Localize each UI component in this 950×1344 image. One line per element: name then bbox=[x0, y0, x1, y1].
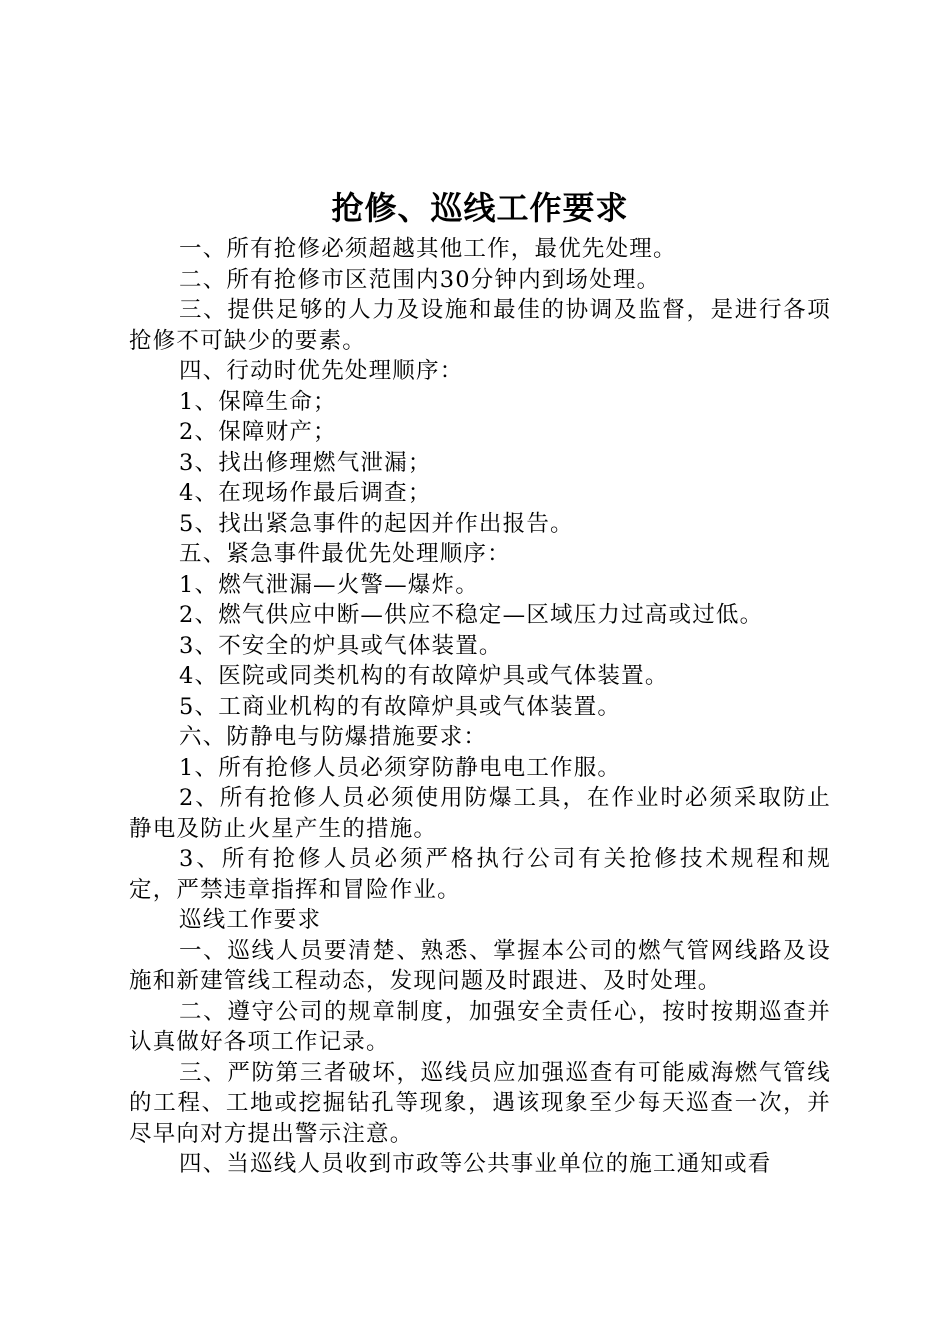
document-page bbox=[129, 186, 831, 1180]
document-title: 抢修、巡线工作要求 bbox=[331, 189, 629, 227]
paragraph: 三、提供足够的人力及设施和最佳的协调及监督，是进行各项抢修不可缺少的要素。 bbox=[129, 297, 831, 354]
paragraph: 2、所有抢修人员必须使用防爆工具，在作业时必须采取防止静电及防止火星产生的措施。 bbox=[129, 785, 831, 842]
paragraph: 1、所有抢修人员必须穿防静电电工作服。 bbox=[179, 754, 622, 781]
paragraph: 3、找出修理燃气泄漏； bbox=[179, 449, 432, 476]
section-heading: 巡线工作要求 bbox=[179, 907, 322, 933]
paragraph: 一、所有抢修必须超越其他工作，最优先处理。 bbox=[179, 236, 677, 262]
paragraph: 5、找出紧急事件的起因并作出报告。 bbox=[179, 510, 574, 537]
paragraph: 三、严防第三者破坏，巡线员应加强巡查有可能威海燃气管线的工程、工地或挖掘钻孔等现象，遇该现象至少每天巡查一次，并尽早向对方提出警示注意。 bbox=[129, 1059, 831, 1147]
paragraph: 3、所有抢修人员必须严格执行公司有关抢修技术规程和规定，严禁违章指挥和冒险作业。 bbox=[129, 846, 831, 903]
paragraph: 2、保障财产； bbox=[179, 419, 337, 445]
paragraph: 四、行动时优先处理顺序： bbox=[179, 358, 464, 384]
paragraph: 二、遵守公司的规章制度，加强安全责任心，按时按期巡查并认真做好各项工作记录。 bbox=[129, 998, 831, 1055]
paragraph: 一、巡线人员要清楚、熟悉、掌握本公司的燃气管网线路及设施和新建管线工程动态，发现问题及时跟进、及时处理。 bbox=[129, 937, 831, 994]
paragraph: 2、燃气供应中断—供应不稳定—区域压力过高或过低。 bbox=[179, 602, 764, 628]
paragraph: 四、当巡线人员收到市政等公共事业单位的施工通知或看 bbox=[179, 1151, 772, 1177]
paragraph: 六、防静电与防爆措施要求： bbox=[179, 724, 488, 750]
paragraph: 3、不安全的炉具或气体装置。 bbox=[179, 632, 503, 659]
paragraph: 1、保障生命； bbox=[179, 388, 337, 415]
paragraph: 4、在现场作最后调查； bbox=[179, 480, 432, 506]
paragraph: 五、紧急事件最优先处理顺序： bbox=[179, 541, 511, 567]
paragraph: 1、燃气泄漏—火警—爆炸。 bbox=[179, 571, 479, 598]
paragraph: 4、医院或同类机构的有故障炉具或气体装置。 bbox=[179, 663, 669, 689]
paragraph: 二、所有抢修市区范围内30分钟内到场处理。 bbox=[179, 266, 661, 293]
paragraph: 5、工商业机构的有故障炉具或气体装置。 bbox=[179, 693, 622, 720]
